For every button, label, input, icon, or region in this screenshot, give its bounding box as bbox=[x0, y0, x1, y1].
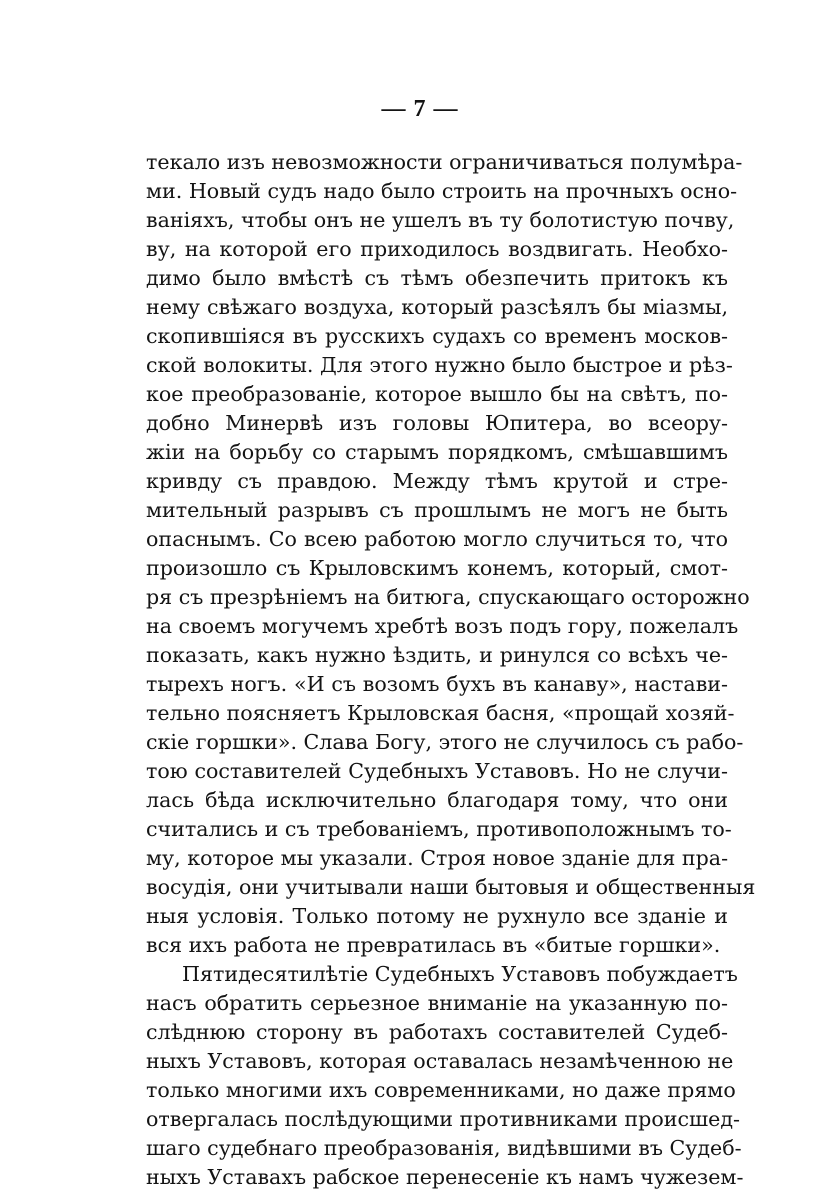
text-line: тою составителей Судебныхъ Уставовъ. Но не случи- bbox=[146, 759, 728, 783]
text-line: опаснымъ. Со всею работою могло случиться то, что bbox=[146, 527, 728, 551]
text-line: ныхъ Уставовъ, которая оставалась незамѣченною не bbox=[146, 1049, 734, 1073]
text-line: восудія, они учитывали наши бытовыя и общественныя bbox=[146, 875, 756, 899]
text-line: ваніяхъ, чтобы онъ не ушелъ въ ту болотистую почву, bbox=[146, 208, 735, 232]
text-line: жіи на борьбу со старымъ порядкомъ, смѣшавшимъ bbox=[146, 440, 728, 464]
text-line: отвергалась послѣдующими противниками происшед- bbox=[146, 1107, 740, 1131]
text-line: ской волокиты. Для этого нужно было быстрое и рѣз- bbox=[146, 353, 733, 377]
text-line: ми. Новый судъ надо было строить на прочныхъ осно- bbox=[146, 179, 738, 203]
text-line: ря съ презрѣніемъ на битюга, спускающаго осторожно bbox=[146, 585, 750, 609]
text-line: текало изъ невозможности ограничиваться полумѣра- bbox=[146, 150, 743, 174]
text-line: на своемъ могучемъ хребтѣ возъ подъ гору, пожелалъ bbox=[146, 614, 739, 638]
paragraph-2 bbox=[146, 960, 744, 1192]
text-line: димо было вмѣстѣ съ тѣмъ обезпечить притокъ къ bbox=[146, 266, 728, 290]
text-line: лась бѣда исключительно благодаря тому, что они bbox=[146, 788, 728, 812]
text-line: кое преобразованіе, которое вышло бы на свѣтъ, по- bbox=[146, 382, 728, 406]
text-line: только многими ихъ современниками, но даже прямо bbox=[146, 1078, 736, 1102]
text-line: показать, какъ нужно ѣздить, и ринулся со всѣхъ че- bbox=[146, 643, 728, 667]
body-text bbox=[146, 148, 756, 1192]
text-line: считались и съ требованіемъ, противоположнымъ то- bbox=[146, 817, 732, 841]
text-line: скопившіяся въ русскихъ судахъ со временъ москов- bbox=[146, 324, 728, 348]
text-line: скіе горшки». Слава Богу, этого не случилось съ рабо- bbox=[146, 730, 744, 754]
text-line: кривду съ правдою. Между тѣмъ крутой и стре- bbox=[146, 469, 728, 493]
text-line: мительный разрывъ съ прошлымъ не могъ не быть bbox=[146, 498, 728, 522]
text-line: му, которое мы указали. Строя новое зданіе для пра- bbox=[146, 846, 729, 870]
text-line: ву, на которой его приходилось воздвигать. Необхо- bbox=[146, 237, 728, 261]
text-line: тельно поясняетъ Крыловская басня, «прощай хозяй- bbox=[146, 701, 735, 725]
text-line: вся ихъ работа не превратилась въ «битые горшки». bbox=[146, 933, 721, 957]
text-line: ныя условія. Только потому не рухнуло все зданіе и bbox=[146, 904, 728, 928]
text-line: ныхъ Уставахъ рабское перенесеніе къ намъ чужезем- bbox=[146, 1165, 744, 1189]
text-line: добно Минервѣ изъ головы Юпитера, во всеору- bbox=[146, 411, 728, 435]
text-line: нему свѣжаго воздуха, который разсѣялъ бы міазмы, bbox=[146, 295, 728, 319]
page-number: — 7 — bbox=[381, 96, 459, 122]
text-line: слѣднюю сторону въ работахъ составителей Судеб- bbox=[146, 1020, 728, 1044]
paragraph-1 bbox=[146, 148, 756, 960]
text-line: шаго судебнаго преобразованія, видѣвшими въ Судеб- bbox=[146, 1136, 742, 1160]
text-line: Пятидесятилѣтіе Судебныхъ Уставовъ побуждаетъ bbox=[182, 962, 738, 986]
text-line: тырехъ ногъ. «И съ возомъ бухъ въ канаву», настави- bbox=[146, 672, 728, 696]
text-line: произошло съ Крыловскимъ конемъ, который, смот- bbox=[146, 556, 728, 580]
text-line: насъ обратить серьезное вниманіе на указанную по- bbox=[146, 991, 728, 1015]
